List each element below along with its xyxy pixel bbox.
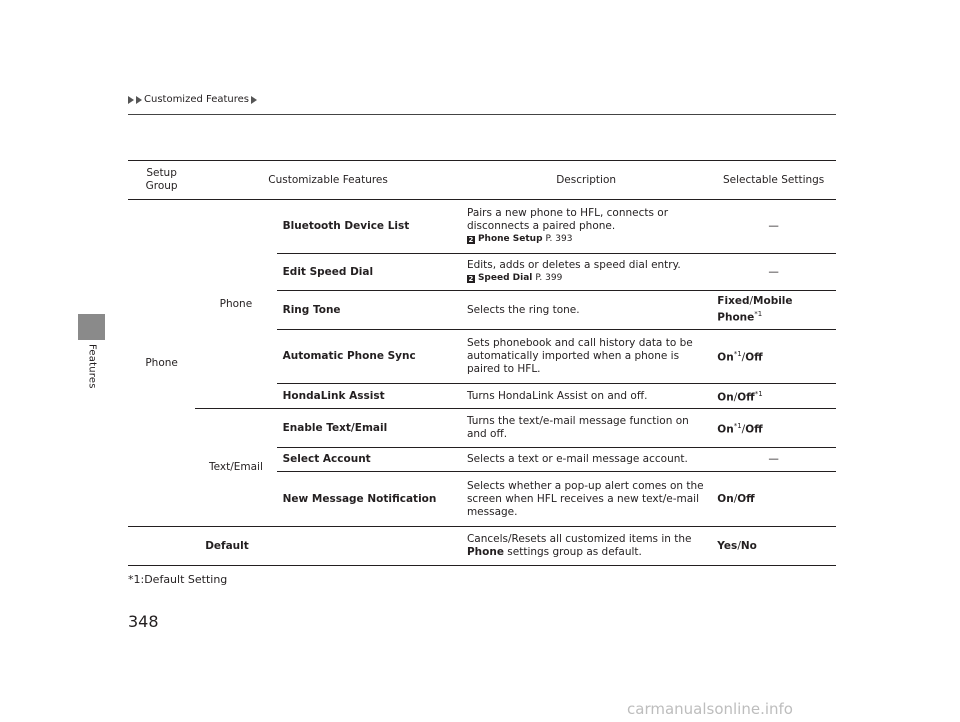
setting-value: — bbox=[711, 448, 836, 472]
setting-option: Mobile Phone bbox=[717, 295, 793, 324]
table-row bbox=[128, 527, 836, 566]
feature-name: Ring Tone bbox=[277, 291, 461, 330]
setting-option: On bbox=[717, 391, 734, 404]
description-text bbox=[461, 527, 711, 566]
section-tab-marker bbox=[78, 314, 105, 340]
reference-title: Phone Setup bbox=[477, 234, 543, 244]
feature-description bbox=[461, 254, 711, 291]
subgroup-phone: Phone bbox=[195, 200, 276, 409]
feature-name: Enable Text/Email bbox=[277, 409, 461, 448]
setting-value: On$^{*1}$/Off bbox=[711, 330, 836, 384]
footnote-marker: *1 bbox=[754, 310, 763, 319]
feature-name: Automatic Phone Sync bbox=[277, 330, 461, 384]
feature-name: Edit Speed Dial bbox=[277, 254, 461, 291]
feature-name: HondaLink Assist bbox=[277, 384, 461, 409]
description-text: Pairs a new phone to HFL, connects or disconnects a paired phone. bbox=[466, 207, 669, 232]
table-row bbox=[128, 409, 836, 448]
setting-value: Fixed/Mobile Phone$^{*1}$ bbox=[711, 291, 836, 330]
description-part: Cancels/Resets all customized items in the bbox=[466, 533, 692, 545]
description-text: Selects the ring tone. bbox=[461, 291, 711, 330]
subgroup-text-email: Text/Email bbox=[195, 409, 276, 527]
setting-value: On/Off bbox=[711, 472, 836, 527]
setting-option: No bbox=[740, 539, 757, 552]
setting-value: On/Off$^{*1}$ bbox=[711, 384, 836, 409]
default-group-spacer bbox=[128, 527, 195, 566]
setting-option: Off bbox=[737, 391, 755, 404]
cross-reference bbox=[467, 272, 705, 285]
feature-name: Bluetooth Device List bbox=[277, 200, 461, 254]
setting-option: Yes bbox=[717, 539, 738, 552]
reference-page: P. 393 bbox=[545, 234, 573, 244]
footnote-marker: *1 bbox=[733, 421, 742, 430]
triangle-icon bbox=[128, 96, 134, 104]
group-phone: Phone bbox=[128, 200, 195, 527]
feature-description bbox=[461, 200, 711, 254]
description-text: Selects a text or e-mail message account. bbox=[461, 448, 711, 472]
setting-value: — bbox=[711, 254, 836, 291]
page-number: 348 bbox=[128, 612, 159, 631]
footnote: *1:Default Setting bbox=[128, 573, 228, 586]
description-text: Turns the text/e-mail message function on and off. bbox=[461, 409, 711, 448]
feature-name: Default bbox=[195, 527, 461, 566]
setting-option: Off bbox=[737, 492, 755, 505]
description-text: Selects whether a pop-up alert comes on the screen when HFL receives a new text/e-mail message. bbox=[461, 472, 711, 527]
breadcrumb bbox=[128, 94, 257, 105]
description-bold: Phone bbox=[466, 546, 504, 558]
breadcrumb-label: Customized Features bbox=[144, 94, 250, 105]
reference-arrow-icon: 2 bbox=[468, 274, 474, 283]
table-row bbox=[128, 200, 836, 254]
header-selectable-settings: Selectable Settings bbox=[711, 161, 836, 200]
setting-option: On bbox=[717, 492, 734, 505]
feature-name: New Message Notification bbox=[277, 472, 461, 527]
description-part: settings group as default. bbox=[503, 546, 642, 558]
triangle-icon bbox=[136, 96, 142, 104]
watermark: carmanualsonline.info bbox=[627, 700, 793, 718]
customizable-features-table bbox=[128, 160, 836, 566]
reference-arrow-icon: 2 bbox=[468, 235, 474, 244]
section-label: Features bbox=[86, 344, 98, 389]
setting-option: Fixed bbox=[717, 295, 750, 308]
reference-page: P. 399 bbox=[535, 273, 563, 283]
description-text: Turns HondaLink Assist on and off. bbox=[461, 384, 711, 409]
cross-reference bbox=[467, 233, 705, 246]
header-customizable-features: Customizable Features bbox=[195, 161, 461, 200]
description-text: Sets phonebook and call history data to be automatically imported when a phone is paired to HFL. bbox=[461, 330, 711, 384]
setting-option: On bbox=[717, 351, 734, 364]
header-rule bbox=[128, 114, 836, 115]
feature-name: Select Account bbox=[277, 448, 461, 472]
setting-value: On$^{*1}$/Off bbox=[711, 409, 836, 448]
setting-option: On bbox=[717, 423, 734, 436]
setting-option: Off bbox=[745, 351, 763, 364]
setting-value: — bbox=[711, 200, 836, 254]
header-setup-group: Setup Group bbox=[128, 161, 195, 200]
reference-title: Speed Dial bbox=[477, 273, 533, 283]
setting-option: Off bbox=[745, 423, 763, 436]
setting-value: Yes/No bbox=[711, 527, 836, 566]
footnote-marker: *1 bbox=[754, 389, 763, 398]
triangle-icon bbox=[251, 96, 257, 104]
description-text: Edits, adds or deletes a speed dial entry. bbox=[466, 259, 681, 271]
header-description: Description bbox=[461, 161, 711, 200]
footnote-marker: *1 bbox=[733, 350, 742, 359]
table-header-row bbox=[128, 161, 836, 200]
